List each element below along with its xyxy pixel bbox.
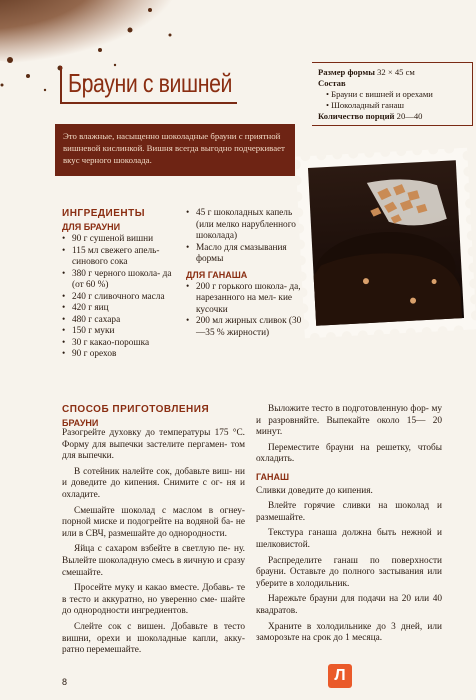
method-paragraph: Смешайте шоколад с маслом в огнеу- порной миске и подогрейте на водяной ба- не или в СВЧ, размешайте до однородности.: [62, 505, 245, 539]
method-paragraph: Переместите брауни на решетку, чтобы охладить.: [256, 442, 442, 465]
method-paragraph: Разогрейте духовку до температуры 175 °С. Форму для выпечки застелите пергамен- том для выпечки.: [62, 428, 245, 462]
list-item: • 480 г сахара: [62, 315, 177, 327]
method-paragraph: Текстура ганаша должна быть нежной и шелковистой.: [256, 528, 442, 550]
brownie-ingredients-heading: ДЛЯ БРАУНИ: [62, 222, 121, 232]
recipe-title: [60, 66, 237, 104]
list-item: • 420 г яиц: [62, 303, 177, 315]
size-label: Размер формы: [318, 67, 375, 77]
method-paragraph: Яйца с сахаром взбейте в светлую пе- ну. Вылейте шоколадную смесь в яичную и сразу смешайте.: [62, 544, 245, 578]
brownie-method-heading: БРАУНИ: [62, 418, 99, 428]
recipe-photo: [295, 148, 476, 339]
intro-band: [55, 124, 295, 176]
publisher-logo-text: Л: [334, 667, 346, 684]
method-paragraph: Просейте муку и какао вместе. Добавь- те в тесто и аккуратно, но уверенно сме- шайте до однородности ингредиентов.: [62, 583, 245, 617]
ganache-ingredients-list: [186, 282, 304, 340]
brownie-ingredients-list-1: [62, 234, 177, 361]
portions-label: Количество порций: [318, 111, 395, 121]
ingredients-column-2: [186, 208, 304, 339]
list-item: • 200 мл жирных сливок (30—35 % жирности): [186, 316, 304, 339]
size-value: 32 × 45 см: [377, 67, 415, 77]
intro-text: Это влажные, насыщенно шоколадные брауни с приятной вишневой кислинкой. Вишня всегда выгодно подчеркивает вкус черного шоколада.: [63, 131, 285, 165]
ingredients-heading: ИНГРЕДИЕНТЫ: [62, 208, 146, 219]
list-item: • Масло для смазывания формы: [186, 243, 304, 266]
list-item: • 200 г горького шокола- да, нарезанного на мел- кие кусочки: [186, 282, 304, 317]
list-item: • 150 г муки: [62, 326, 177, 338]
method-paragraph: В сотейник налейте сок, добавьте виш- ни и доведите до кипения. Снимите с ог- ня и охладите.: [62, 466, 245, 500]
recipe-spec-box: [312, 62, 473, 126]
composition-label: Состав: [318, 78, 346, 88]
ganache-method-heading: ГАНАШ: [256, 471, 290, 482]
page-number: 8: [62, 677, 68, 687]
method-paragraph: Выложите тесто в подготовленную фор- му и разровняйте. Выпекайте около 15— 20 минут.: [256, 404, 442, 438]
method-heading: СПОСОБ ПРИГОТОВЛЕНИЯ: [62, 404, 210, 415]
list-item: • 240 г сливочного масла: [62, 292, 177, 304]
brownie-ingredients-list-2: [186, 208, 304, 266]
list-item: • 90 г орехов: [62, 349, 177, 361]
method-paragraph: Сливки доведите до кипения.: [256, 485, 373, 496]
title-text: Брауни с вишней: [68, 68, 233, 98]
composition-item: • Шоколадный ганаш: [326, 100, 405, 110]
method-column-2: [256, 404, 442, 649]
list-item: • 45 г шоколадных капель (или мелко нарубленного шоколада): [186, 208, 304, 243]
method-column-1: [62, 428, 245, 661]
list-item: • 90 г сушеной вишни: [62, 234, 177, 246]
list-item: • 30 г какао-порошка: [62, 338, 177, 350]
method-paragraph: Нарежьте брауни для подачи на 20 или 40 квадратов.: [256, 594, 442, 616]
method-paragraph: Распределите ганаш по поверхности брауни. Оставьте до полного застывания или уберите в холодильник.: [256, 555, 442, 589]
portions-value: 20—40: [396, 111, 423, 121]
method-paragraph: Слейте сок с вишен. Добавьте в тесто вишни, орехи и шоколадные капли, акку- ратно перемешайте.: [62, 621, 245, 656]
list-item: • 115 мл свежего апель- синового сока: [62, 246, 177, 269]
composition-item: • Брауни с вишней и орехами: [326, 89, 433, 99]
publisher-logo: [328, 664, 352, 688]
list-item: • 380 г черного шокола- да (от 60 %): [62, 269, 177, 292]
ganache-ingredients-heading: ДЛЯ ГАНАША: [186, 269, 248, 280]
method-paragraph: Влейте горячие сливки на шоколад и размешайте.: [256, 501, 442, 523]
method-paragraph: Храните в холодильнике до 3 дней, или заморозьте на срок до 1 месяца.: [256, 621, 442, 644]
